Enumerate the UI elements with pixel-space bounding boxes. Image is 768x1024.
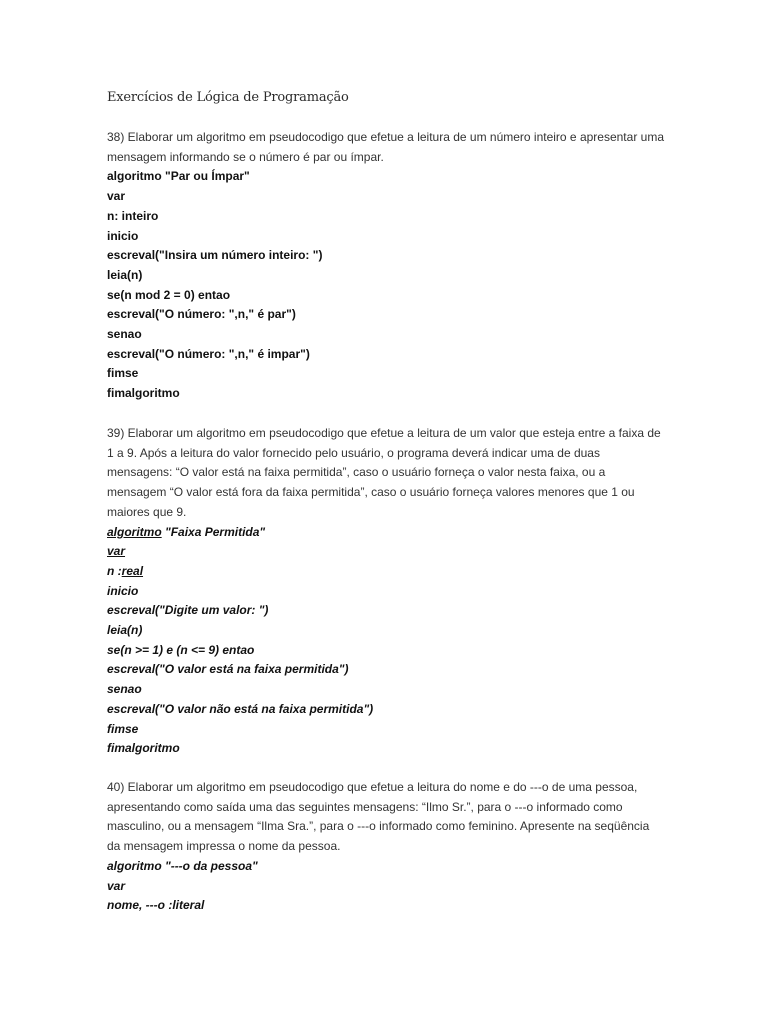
code-keyword-algoritmo: algoritmo	[107, 524, 162, 539]
code-algorithm-name: "Faixa Permitida"	[161, 524, 266, 539]
code-line: algoritmo "---o da pessoa"	[107, 858, 258, 873]
code-line: leia(n)	[107, 623, 143, 638]
exercise-40-statement-line: masculino, ou a mensagem “Ilma Sra.”, para o ---o informado como feminino. Apresente na seqüência	[107, 819, 650, 834]
code-line	[107, 562, 667, 582]
code-line: senao	[107, 682, 142, 697]
code-line: escreval("Insira um número inteiro: ")	[107, 248, 323, 263]
code-line: se(n mod 2 = 0) entao	[107, 287, 231, 302]
code-line	[107, 542, 667, 562]
exercise-40-statement-line: 40) Elaborar um algoritmo em pseudocodigo que efetue a leitura do nome e do ---o de uma pessoa,	[107, 780, 638, 794]
code-line: escreval("Digite um valor: ")	[107, 603, 269, 618]
code-line: fimalgoritmo	[107, 386, 180, 401]
code-line: fimse	[107, 721, 139, 736]
code-line: inicio	[107, 583, 139, 598]
code-line: se(n >= 1) e (n <= 9) entao	[107, 642, 255, 657]
exercise-40	[107, 778, 667, 916]
code-line: fimse	[107, 366, 139, 381]
document-title: Exercícios de Lógica de Programação	[107, 90, 349, 105]
exercise-40-statement-line: da mensagem impressa o nome da pessoa.	[107, 839, 341, 854]
exercise-39	[107, 424, 667, 759]
code-line: inicio	[107, 228, 139, 243]
code-line: escreval("O valor não está na faixa permitida")	[107, 701, 374, 716]
exercise-39-statement-line: mensagem “O valor está fora da faixa permitida”, caso o usuário forneça valores menores que 1 ou	[107, 485, 635, 500]
code-var-decl: n :	[107, 563, 122, 578]
code-line: escreval("O valor está na faixa permitida")	[107, 662, 349, 677]
code-line: var	[107, 189, 126, 204]
code-line: senao	[107, 327, 142, 342]
exercise-39-statement-line: maiores que 9.	[107, 504, 187, 519]
exercise-39-statement-line: mensagens: “O valor está na faixa permitida”, caso o usuário forneça o valor nesta faixa, ou a	[107, 465, 606, 480]
code-line: leia(n)	[107, 267, 143, 282]
code-line: nome, ---o :literal	[107, 898, 205, 913]
code-line: n: inteiro	[107, 208, 159, 223]
code-line: algoritmo "Par ou Ímpar"	[107, 169, 250, 184]
code-line: escreval("O número: ",n," é impar")	[107, 346, 310, 361]
exercise-39-statement-line: 39) Elaborar um algoritmo em pseudocodigo que efetue a leitura de um valor que esteja entre a faixa de	[107, 426, 661, 440]
exercise-38-statement-line: 38) Elaborar um algoritmo em pseudocodigo que efetue a leitura de um número inteiro e apresentar uma	[107, 130, 664, 144]
code-line: var	[107, 878, 126, 893]
exercise-38-statement-line: mensagem informando se o número é par ou ímpar.	[107, 149, 384, 164]
code-line: fimalgoritmo	[107, 741, 180, 756]
exercise-38	[107, 128, 667, 404]
exercise-40-statement-line: apresentando como saída uma das seguintes mensagens: “Ilmo Sr.”, para o ---o informado como	[107, 799, 623, 814]
exercise-39-statement-line: 1 a 9. Após a leitura do valor fornecido pelo usuário, o programa deverá indicar uma de duas	[107, 445, 600, 460]
code-line	[107, 523, 667, 543]
code-keyword-var: var	[107, 544, 126, 559]
code-type-real: real	[121, 563, 144, 578]
code-line: escreval("O número: ",n," é par")	[107, 307, 296, 322]
